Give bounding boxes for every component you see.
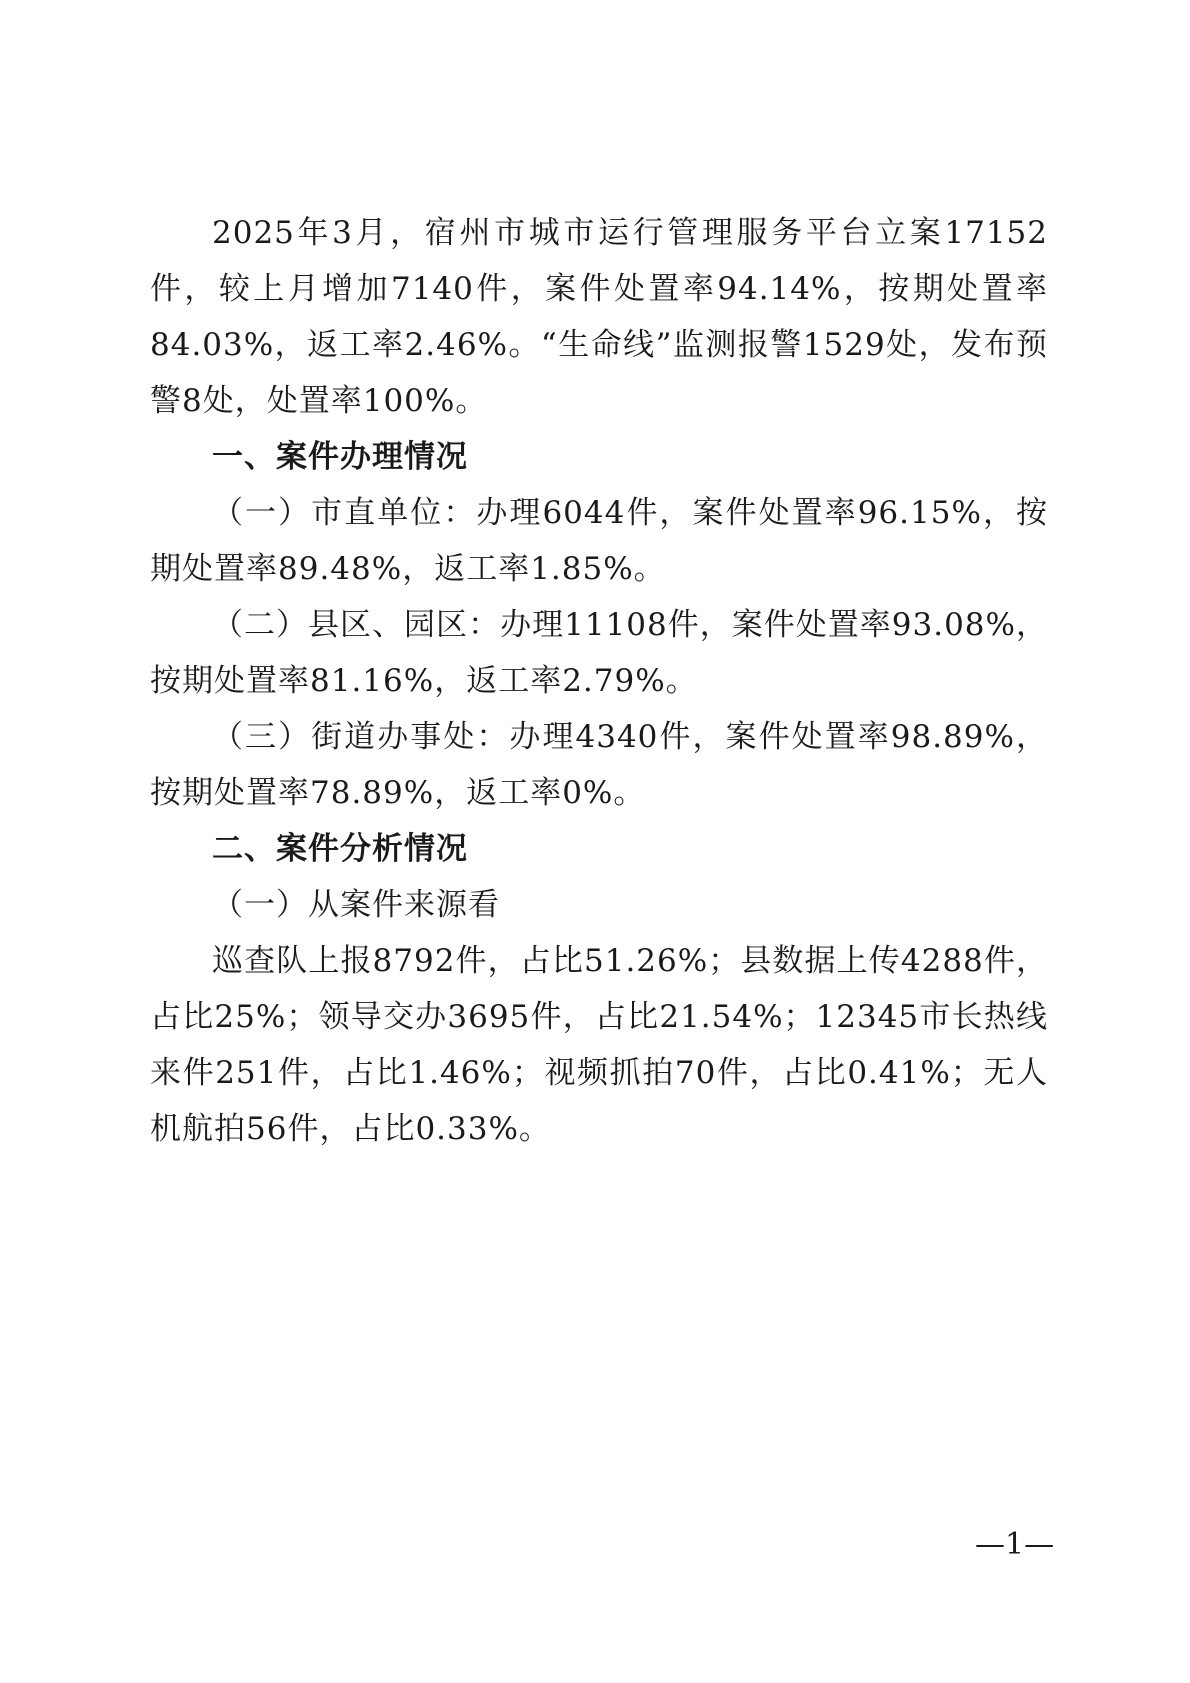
section-1-item-1: （一）市直单位：办理6044件，案件处置率96.15%，按期处置率89.48%，返工率1.85%。	[150, 495, 1048, 587]
intro-paragraph: 2025年3月，宿州市城市运行管理服务平台立案17152件，较上月增加7140件，案件处置率94.14%，按期处置率84.03%，返工率2.46%。“生命线”监测报警1529处，发布预警8处，处置率100%。	[150, 215, 1048, 419]
section-2-sub-1-heading: （一）从案件来源看	[212, 887, 500, 923]
page-number: —1—	[975, 1527, 1055, 1562]
section-1-item-3: （三）街道办事处：办理4340件，案件处置率98.89%，按期处置率78.89%，返工率0%。	[150, 719, 1048, 811]
section-1-item-2: （二）县区、园区：办理11108件，案件处置率93.08%，按期处置率81.16%，返工率2.79%。	[150, 607, 1048, 699]
section-1-heading: 一、案件办理情况	[212, 439, 468, 475]
section-2-sub-1-text: 巡查队上报8792件，占比51.26%；县数据上传4288件，占比25%；领导交办3695件，占比21.54%；12345市长热线来件251件，占比1.46%；视频抓拍70件，占比0.41%；无人机航拍56件，占比0.33%。	[150, 943, 1048, 1147]
document-body	[150, 205, 1048, 1157]
section-2-heading: 二、案件分析情况	[212, 831, 468, 867]
